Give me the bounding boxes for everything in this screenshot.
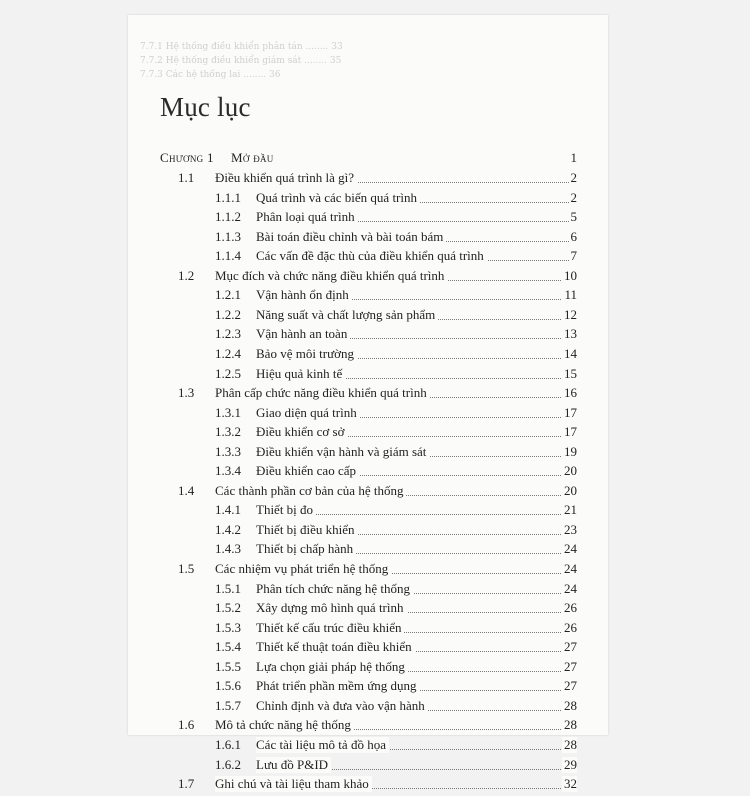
toc-subsection-row[interactable] bbox=[0, 737, 750, 757]
section-title: Lưu đồ P&ID bbox=[256, 757, 331, 773]
section-number: 1.4.2 bbox=[215, 521, 241, 537]
section-number: 1.1 bbox=[178, 170, 195, 185]
section-title: Phân cấp chức năng điều khiển quá trình bbox=[215, 385, 430, 401]
section-number: 1.4 bbox=[178, 482, 195, 498]
section-number: 1.2.4 bbox=[215, 345, 241, 361]
section-title: Điều khiển vận hành và giám sát bbox=[256, 444, 429, 460]
section-number: 1.1.3 bbox=[215, 228, 241, 244]
page-number: 21 bbox=[564, 502, 577, 518]
page-number: 2 bbox=[570, 189, 577, 205]
page-number: 27 bbox=[564, 678, 577, 694]
section-number: 1.4.3 bbox=[215, 541, 241, 557]
toc-subsection-row[interactable] bbox=[0, 326, 750, 346]
page-number: 5 bbox=[570, 209, 577, 225]
toc-subsection-row[interactable] bbox=[0, 287, 750, 307]
section-number: 1.5.1 bbox=[215, 580, 241, 596]
toc-subsection-row[interactable] bbox=[0, 209, 750, 229]
section-number: 1.6 bbox=[178, 717, 195, 733]
section-title: Các nhiệm vụ phát triển hệ thống bbox=[215, 561, 391, 577]
section-title: Các tài liệu mô tả đồ họa bbox=[256, 737, 389, 753]
toc-subsection-row[interactable] bbox=[0, 541, 750, 561]
section-number: 1.2 bbox=[178, 267, 195, 283]
section-title: Chỉnh định và đưa vào vận hành bbox=[256, 698, 428, 714]
page-number: 28 bbox=[564, 697, 577, 713]
toc-subsection-row[interactable] bbox=[0, 659, 750, 679]
toc-subsection-row[interactable] bbox=[0, 639, 750, 659]
section-number: 1.5 bbox=[178, 561, 195, 576]
section-title: Mô tả chức năng hệ thống bbox=[215, 717, 354, 733]
section-title: Thiết kế thuật toán điều khiển bbox=[256, 639, 415, 655]
chapter-title: Mở đầu bbox=[231, 150, 277, 166]
section-number: 1.7 bbox=[178, 776, 195, 792]
section-title: Phân loại quá trình bbox=[256, 209, 358, 225]
toc-section-row[interactable] bbox=[0, 385, 750, 405]
section-title: Thiết bị chấp hành bbox=[256, 541, 356, 557]
toc-subsection-row[interactable] bbox=[0, 229, 750, 249]
page-number: 19 bbox=[564, 443, 577, 459]
section-title: Vận hành an toàn bbox=[256, 326, 350, 342]
section-number: 1.3.4 bbox=[215, 463, 241, 479]
chapter-number: Chương 1 bbox=[160, 150, 214, 165]
section-title: Thiết bị điều khiển bbox=[256, 522, 358, 538]
section-title: Xây dựng mô hình quá trình bbox=[256, 600, 407, 616]
section-number: 1.6.1 bbox=[215, 736, 241, 752]
toc-section-row[interactable] bbox=[0, 717, 750, 737]
section-title: Ghi chú và tài liệu tham khảo bbox=[215, 776, 372, 792]
toc-subsection-row[interactable] bbox=[0, 620, 750, 640]
section-number: 1.5.5 bbox=[215, 658, 241, 674]
section-number: 1.5.4 bbox=[215, 639, 241, 655]
toc-subsection-row[interactable] bbox=[0, 522, 750, 542]
section-number: 1.6.2 bbox=[215, 756, 241, 772]
toc-subsection-row[interactable] bbox=[0, 307, 750, 327]
section-number: 1.2.1 bbox=[215, 287, 241, 303]
page-number: 10 bbox=[564, 267, 577, 283]
ghost-line: 7.7.3 Các hệ thống lai ........ 36 bbox=[140, 70, 281, 80]
toc-section-row[interactable] bbox=[0, 170, 750, 190]
section-number: 1.2.2 bbox=[215, 306, 241, 322]
toc-subsection-row[interactable] bbox=[0, 581, 750, 601]
page-number: 28 bbox=[564, 717, 577, 733]
section-number: 1.1.2 bbox=[215, 209, 241, 225]
toc-subsection-row[interactable] bbox=[0, 248, 750, 268]
toc-subsection-row[interactable] bbox=[0, 366, 750, 386]
page-number: 20 bbox=[564, 482, 577, 498]
page-number: 7 bbox=[570, 248, 577, 264]
section-title: Lựa chọn giải pháp hệ thống bbox=[256, 659, 408, 675]
section-title: Bảo vệ môi trường bbox=[256, 346, 357, 362]
toc-chapter-row[interactable] bbox=[0, 150, 750, 170]
page-number: 26 bbox=[564, 619, 577, 635]
section-number: 1.3.2 bbox=[215, 424, 241, 440]
page-title: Mục lục bbox=[160, 92, 251, 122]
section-number: 1.1.4 bbox=[215, 248, 241, 264]
page-number: 13 bbox=[564, 326, 577, 342]
page-number: 23 bbox=[564, 521, 577, 537]
section-title: Bài toán điều chỉnh và bài toán bám bbox=[256, 229, 446, 245]
section-number: 1.3.1 bbox=[215, 404, 241, 420]
toc-subsection-row[interactable] bbox=[0, 600, 750, 620]
page-number: 15 bbox=[564, 365, 577, 381]
section-title: Vận hành ổn định bbox=[256, 287, 352, 303]
section-title: Điều khiển quá trình là gì? bbox=[215, 170, 357, 186]
page-number: 28 bbox=[564, 736, 577, 752]
page-number: 11 bbox=[564, 287, 577, 303]
section-title: Giao diện quá trình bbox=[256, 405, 360, 421]
section-number: 1.3 bbox=[178, 385, 195, 401]
section-title: Quá trình và các biến quá trình bbox=[256, 190, 420, 206]
page-number: 16 bbox=[564, 385, 577, 401]
toc-section-row[interactable] bbox=[0, 776, 750, 796]
section-title: Phát triển phần mềm ứng dụng bbox=[256, 678, 420, 694]
toc-subsection-row[interactable] bbox=[0, 698, 750, 718]
page-number: 24 bbox=[564, 541, 577, 557]
section-title: Điều khiển cơ sở bbox=[256, 424, 347, 440]
page-number: 14 bbox=[564, 345, 577, 361]
page-number: 29 bbox=[564, 756, 577, 772]
page-number: 32 bbox=[564, 776, 577, 792]
toc-subsection-row[interactable] bbox=[0, 444, 750, 464]
section-number: 1.2.5 bbox=[215, 365, 241, 381]
toc-section-row[interactable] bbox=[0, 483, 750, 503]
page-number: 17 bbox=[564, 424, 577, 440]
section-title: Các thành phần cơ bản của hệ thống bbox=[215, 483, 406, 499]
section-number: 1.5.2 bbox=[215, 600, 241, 616]
section-title: Phân tích chức năng hệ thống bbox=[256, 581, 413, 597]
ghost-line: 7.7.1 Hệ thống điều khiển phân tán ........ 33 bbox=[140, 42, 343, 52]
section-title: Thiết bị đo bbox=[256, 502, 316, 518]
toc-subsection-row[interactable] bbox=[0, 463, 750, 483]
section-number: 1.3.3 bbox=[215, 443, 241, 459]
page-number: 24 bbox=[564, 580, 577, 596]
section-number: 1.2.3 bbox=[215, 326, 241, 342]
page-number: 17 bbox=[564, 404, 577, 420]
toc-subsection-row[interactable] bbox=[0, 424, 750, 444]
section-number: 1.5.3 bbox=[215, 619, 241, 635]
page-number: 24 bbox=[564, 561, 577, 576]
section-title: Hiệu quả kinh tế bbox=[256, 366, 345, 382]
toc-subsection-row[interactable] bbox=[0, 757, 750, 777]
toc-section-row[interactable] bbox=[0, 561, 750, 581]
toc-subsection-row[interactable] bbox=[0, 190, 750, 210]
toc-subsection-row[interactable] bbox=[0, 678, 750, 698]
section-title: Năng suất và chất lượng sản phẩm bbox=[256, 307, 438, 323]
page-number: 12 bbox=[564, 306, 577, 322]
page-number: 2 bbox=[570, 170, 577, 185]
section-number: 1.4.1 bbox=[215, 502, 241, 518]
toc-subsection-row[interactable] bbox=[0, 405, 750, 425]
section-title: Điều khiển cao cấp bbox=[256, 463, 359, 479]
section-title: Mục đích và chức năng điều khiển quá trình bbox=[215, 268, 447, 284]
page-number: 26 bbox=[564, 600, 577, 616]
section-number: 1.1.1 bbox=[215, 189, 241, 205]
toc-subsection-row[interactable] bbox=[0, 502, 750, 522]
section-number: 1.5.7 bbox=[215, 697, 241, 713]
toc-subsection-row[interactable] bbox=[0, 346, 750, 366]
page-number: 27 bbox=[564, 639, 577, 655]
section-title: Các vấn đề đặc thù của điều khiển quá trình bbox=[256, 248, 487, 264]
chapter-page: 1 bbox=[570, 150, 577, 165]
page-number: 27 bbox=[564, 658, 577, 674]
ghost-line: 7.7.2 Hệ thống điều khiển giám sát ........ 35 bbox=[140, 56, 342, 66]
page-number: 6 bbox=[570, 228, 577, 244]
section-number: 1.5.6 bbox=[215, 678, 241, 694]
page-number: 20 bbox=[564, 463, 577, 479]
toc-section-row[interactable] bbox=[0, 268, 750, 288]
section-title: Thiết kế cấu trúc điều khiển bbox=[256, 620, 404, 636]
